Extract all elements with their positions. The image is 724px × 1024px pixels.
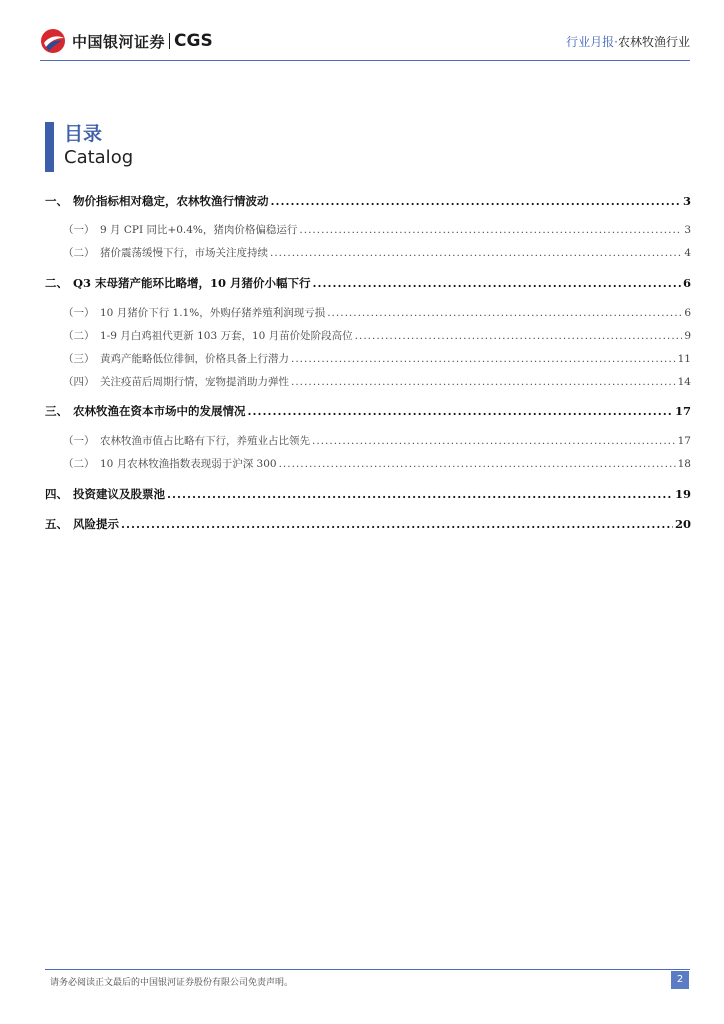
- toc-entry-number: （一）: [63, 435, 95, 447]
- toc-leader-dots: [355, 330, 683, 342]
- footer-divider: [45, 969, 690, 970]
- toc-leader-dots: [167, 487, 673, 501]
- toc-entry-page: 17: [674, 404, 691, 418]
- report-type: 行业月报·: [566, 35, 618, 49]
- toc-entry[interactable]: [45, 456, 691, 471]
- toc-leader-dots: [279, 458, 676, 470]
- toc-entry[interactable]: [45, 275, 691, 291]
- toc-leader-dots: [248, 404, 673, 418]
- toc-entry[interactable]: [45, 193, 691, 209]
- toc-entry-number: （三）: [63, 353, 95, 365]
- toc-leader-dots: [291, 376, 676, 388]
- toc-entry-page: 4: [684, 247, 691, 259]
- toc-leader-dots: [299, 224, 682, 236]
- toc-entry[interactable]: [45, 516, 691, 532]
- company-logo: [40, 27, 213, 55]
- toc-entry[interactable]: [45, 433, 691, 448]
- toc-entry-number: （一）: [63, 307, 95, 319]
- toc-entry-title: 农林牧渔在资本市场中的发展情况: [73, 404, 246, 418]
- logo-chinese-name: 中国银河证券: [72, 32, 166, 51]
- toc-entry-number: （二）: [63, 247, 95, 259]
- toc-entry[interactable]: [45, 222, 691, 237]
- catalog-title-cn: 目录: [64, 123, 103, 145]
- industry-name: 农林牧渔行业: [617, 35, 690, 49]
- toc-entry-page: 9: [684, 330, 691, 342]
- toc-entry-title: 农林牧渔市值占比略有下行，养殖业占比领先: [100, 435, 310, 447]
- galaxy-logo-icon: [40, 28, 66, 54]
- toc-entry-title: 关注疫苗后周期行情，宠物提消助力弹性: [100, 376, 289, 388]
- toc-entry-page: 3: [684, 224, 691, 236]
- toc-entry-title: 猪价震荡缓慢下行，市场关注度持续: [100, 247, 268, 259]
- toc-entry[interactable]: [45, 486, 691, 502]
- toc-entry-page: 6: [682, 276, 691, 290]
- toc-entry-number: （二）: [63, 330, 95, 342]
- toc-leader-dots: [312, 435, 676, 447]
- toc-entry[interactable]: [45, 374, 691, 389]
- toc-leader-dots: [327, 307, 682, 319]
- page-number: 2: [671, 971, 689, 989]
- toc-entry-page: 18: [677, 458, 691, 470]
- footer-disclaimer: 请务必阅读正文最后的中国银河证券股份有限公司免责声明。: [50, 978, 294, 988]
- toc-entry-page: 17: [677, 435, 691, 447]
- toc-entry-page: 6: [684, 307, 691, 319]
- logo-divider: [169, 33, 170, 49]
- title-accent-bar: [45, 122, 54, 172]
- toc-leader-dots: [270, 247, 682, 259]
- toc-entry-number: （四）: [63, 376, 95, 388]
- catalog-title-en: Catalog: [64, 147, 134, 168]
- logo-english-name: CGS: [174, 31, 213, 51]
- report-header-label: [566, 33, 690, 50]
- toc-entry-page: 19: [674, 487, 691, 501]
- toc-leader-dots: [291, 353, 676, 365]
- toc-entry-title: 10 月猪价下行 1.1%，外购仔猪养殖利润现亏损: [100, 307, 326, 319]
- toc-entry-title: 9 月 CPI 同比+0.4%，猪肉价格偏稳运行: [100, 224, 298, 236]
- header-divider: [40, 60, 690, 61]
- toc-entry-title: 物价指标相对稳定，农林牧渔行情波动: [73, 194, 269, 208]
- toc-leader-dots: [313, 276, 681, 290]
- toc-entry-number: 四、: [45, 487, 68, 501]
- toc-entry-title: Q3 末母猪产能环比略增，10 月猪价小幅下行: [73, 276, 311, 290]
- toc-entry-number: （一）: [63, 224, 95, 236]
- toc-entry-page: 11: [677, 353, 691, 365]
- toc-entry-title: 1-9 月白鸡祖代更新 103 万套，10 月苗价处阶段高位: [100, 330, 353, 342]
- toc-entry-number: （二）: [63, 458, 95, 470]
- toc-entry[interactable]: [45, 403, 691, 419]
- toc-entry-number: 一、: [45, 194, 68, 208]
- toc-entry-page: 14: [677, 376, 691, 388]
- toc-entry[interactable]: [45, 328, 691, 343]
- toc-entry[interactable]: [45, 245, 691, 260]
- toc-entry-title: 10 月农林牧渔指数表现弱于沪深 300: [100, 458, 277, 470]
- toc-entry-number: 二、: [45, 276, 68, 290]
- toc-entry-page: 20: [674, 517, 691, 531]
- toc-entry-page: 3: [682, 194, 691, 208]
- toc-entry[interactable]: [45, 305, 691, 320]
- toc-entry-title: 黄鸡产能略低位徘徊，价格具备上行潜力: [100, 353, 289, 365]
- toc-entry-title: 风险提示: [73, 517, 119, 531]
- toc-entry-number: 三、: [45, 404, 68, 418]
- toc-entry[interactable]: [45, 351, 691, 366]
- toc-entry-number: 五、: [45, 517, 68, 531]
- toc-leader-dots: [121, 517, 673, 531]
- toc-entry-title: 投资建议及股票池: [73, 487, 165, 501]
- toc-leader-dots: [271, 194, 681, 208]
